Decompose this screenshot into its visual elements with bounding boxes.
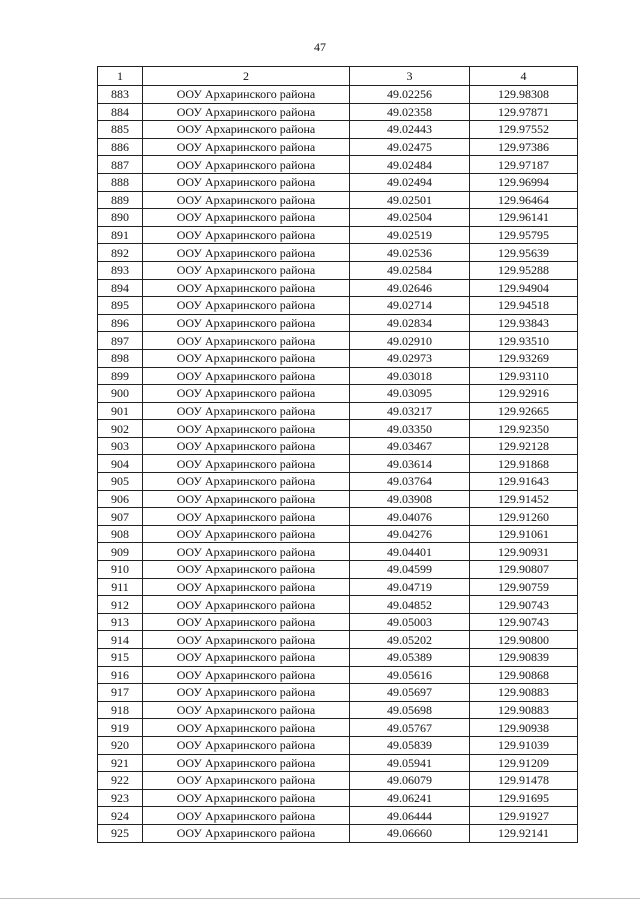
latitude-cell: 49.03908	[350, 490, 470, 508]
longitude-cell: 129.90868	[470, 666, 578, 684]
longitude-cell: 129.90743	[470, 596, 578, 614]
table-row	[98, 226, 578, 244]
longitude-cell: 129.92350	[470, 420, 578, 438]
row-number-cell: 895	[98, 297, 143, 315]
table-row	[98, 103, 578, 121]
zone-name-cell: ООУ Архаринского района	[143, 701, 350, 719]
zone-name-cell: ООУ Архаринского района	[143, 473, 350, 491]
row-number-cell: 902	[98, 420, 143, 438]
row-number-cell: 905	[98, 473, 143, 491]
table-body	[98, 86, 578, 843]
row-number-cell: 900	[98, 385, 143, 403]
latitude-cell: 49.03614	[350, 455, 470, 473]
page-number: 47	[314, 40, 326, 54]
latitude-cell: 49.05697	[350, 684, 470, 702]
zone-name-cell: ООУ Архаринского района	[143, 86, 350, 104]
zone-name-cell: ООУ Архаринского района	[143, 631, 350, 649]
table-row	[98, 420, 578, 438]
zone-name-cell: ООУ Архаринского района	[143, 736, 350, 754]
row-number-cell: 904	[98, 455, 143, 473]
zone-name-cell: ООУ Архаринского района	[143, 578, 350, 596]
row-number-cell: 911	[98, 578, 143, 596]
table-row	[98, 596, 578, 614]
longitude-cell: 129.90931	[470, 543, 578, 561]
zone-name-cell: ООУ Архаринского района	[143, 525, 350, 543]
table-row	[98, 649, 578, 667]
zone-name-cell: ООУ Архаринского района	[143, 367, 350, 385]
latitude-cell: 49.03467	[350, 437, 470, 455]
table-row	[98, 437, 578, 455]
row-number-cell: 907	[98, 508, 143, 526]
coordinates-table	[97, 66, 578, 843]
longitude-cell: 129.97386	[470, 138, 578, 156]
row-number-cell: 901	[98, 402, 143, 420]
column-header-4: 4	[470, 67, 578, 86]
table-row	[98, 508, 578, 526]
zone-name-cell: ООУ Архаринского района	[143, 807, 350, 825]
longitude-cell: 129.92141	[470, 824, 578, 842]
longitude-cell: 129.90883	[470, 684, 578, 702]
zone-name-cell: ООУ Архаринского района	[143, 613, 350, 631]
latitude-cell: 49.05616	[350, 666, 470, 684]
row-number-cell: 916	[98, 666, 143, 684]
longitude-cell: 129.91061	[470, 525, 578, 543]
latitude-cell: 49.03018	[350, 367, 470, 385]
row-number-cell: 906	[98, 490, 143, 508]
row-number-cell: 918	[98, 701, 143, 719]
zone-name-cell: ООУ Архаринского района	[143, 719, 350, 737]
zone-name-cell: ООУ Архаринского района	[143, 402, 350, 420]
zone-name-cell: ООУ Архаринского района	[143, 314, 350, 332]
longitude-cell: 129.90807	[470, 561, 578, 579]
table-row	[98, 455, 578, 473]
column-header-2: 2	[143, 67, 350, 86]
zone-name-cell: ООУ Архаринского района	[143, 789, 350, 807]
table-row	[98, 578, 578, 596]
row-number-cell: 883	[98, 86, 143, 104]
latitude-cell: 49.02584	[350, 261, 470, 279]
table-row	[98, 807, 578, 825]
latitude-cell: 49.02536	[350, 244, 470, 262]
longitude-cell: 129.94904	[470, 279, 578, 297]
zone-name-cell: ООУ Архаринского района	[143, 121, 350, 139]
zone-name-cell: ООУ Архаринского района	[143, 279, 350, 297]
zone-name-cell: ООУ Архаринского района	[143, 226, 350, 244]
table-row	[98, 736, 578, 754]
longitude-cell: 129.91868	[470, 455, 578, 473]
longitude-cell: 129.93510	[470, 332, 578, 350]
page-bottom-edge	[0, 898, 640, 899]
longitude-cell: 129.95795	[470, 226, 578, 244]
longitude-cell: 129.96141	[470, 209, 578, 227]
table-row	[98, 701, 578, 719]
zone-name-cell: ООУ Архаринского района	[143, 138, 350, 156]
column-header-1: 1	[98, 67, 143, 86]
latitude-cell: 49.05003	[350, 613, 470, 631]
table-row	[98, 86, 578, 104]
zone-name-cell: ООУ Архаринского района	[143, 261, 350, 279]
table-row	[98, 173, 578, 191]
row-number-cell: 898	[98, 349, 143, 367]
row-number-cell: 908	[98, 525, 143, 543]
table-row	[98, 613, 578, 631]
latitude-cell: 49.02475	[350, 138, 470, 156]
table-row	[98, 543, 578, 561]
longitude-cell: 129.97871	[470, 103, 578, 121]
table-row	[98, 261, 578, 279]
latitude-cell: 49.03095	[350, 385, 470, 403]
table-row	[98, 824, 578, 842]
zone-name-cell: ООУ Архаринского района	[143, 103, 350, 121]
row-number-cell: 910	[98, 561, 143, 579]
table-row	[98, 684, 578, 702]
table-row	[98, 789, 578, 807]
row-number-cell: 887	[98, 156, 143, 174]
row-number-cell: 888	[98, 173, 143, 191]
zone-name-cell: ООУ Архаринского района	[143, 332, 350, 350]
row-number-cell: 889	[98, 191, 143, 209]
longitude-cell: 129.96464	[470, 191, 578, 209]
zone-name-cell: ООУ Архаринского района	[143, 173, 350, 191]
table-row	[98, 297, 578, 315]
zone-name-cell: ООУ Архаринского района	[143, 543, 350, 561]
row-number-cell: 886	[98, 138, 143, 156]
table-row	[98, 367, 578, 385]
row-number-cell: 890	[98, 209, 143, 227]
longitude-cell: 129.90800	[470, 631, 578, 649]
latitude-cell: 49.05767	[350, 719, 470, 737]
latitude-cell: 49.04276	[350, 525, 470, 543]
latitude-cell: 49.04076	[350, 508, 470, 526]
latitude-cell: 49.04719	[350, 578, 470, 596]
table-row	[98, 349, 578, 367]
row-number-cell: 912	[98, 596, 143, 614]
table-row	[98, 631, 578, 649]
row-number-cell: 896	[98, 314, 143, 332]
longitude-cell: 129.93269	[470, 349, 578, 367]
zone-name-cell: ООУ Архаринского района	[143, 244, 350, 262]
latitude-cell: 49.02910	[350, 332, 470, 350]
longitude-cell: 129.91478	[470, 772, 578, 790]
latitude-cell: 49.02256	[350, 86, 470, 104]
row-number-cell: 884	[98, 103, 143, 121]
longitude-cell: 129.98308	[470, 86, 578, 104]
longitude-cell: 129.97552	[470, 121, 578, 139]
zone-name-cell: ООУ Архаринского района	[143, 420, 350, 438]
longitude-cell: 129.91643	[470, 473, 578, 491]
longitude-cell: 129.97187	[470, 156, 578, 174]
latitude-cell: 49.05389	[350, 649, 470, 667]
table-row	[98, 666, 578, 684]
row-number-cell: 917	[98, 684, 143, 702]
column-header-3: 3	[350, 67, 470, 86]
longitude-cell: 129.93843	[470, 314, 578, 332]
zone-name-cell: ООУ Архаринского района	[143, 156, 350, 174]
table-row	[98, 490, 578, 508]
zone-name-cell: ООУ Архаринского района	[143, 209, 350, 227]
longitude-cell: 129.94518	[470, 297, 578, 315]
zone-name-cell: ООУ Архаринского района	[143, 385, 350, 403]
longitude-cell: 129.95639	[470, 244, 578, 262]
longitude-cell: 129.90938	[470, 719, 578, 737]
row-number-cell: 892	[98, 244, 143, 262]
longitude-cell: 129.95288	[470, 261, 578, 279]
longitude-cell: 129.92916	[470, 385, 578, 403]
row-number-cell: 885	[98, 121, 143, 139]
latitude-cell: 49.02646	[350, 279, 470, 297]
latitude-cell: 49.02834	[350, 314, 470, 332]
table-row	[98, 156, 578, 174]
row-number-cell: 894	[98, 279, 143, 297]
table-row	[98, 719, 578, 737]
table-row	[98, 402, 578, 420]
row-number-cell: 909	[98, 543, 143, 561]
latitude-cell: 49.03764	[350, 473, 470, 491]
longitude-cell: 129.91927	[470, 807, 578, 825]
latitude-cell: 49.04852	[350, 596, 470, 614]
longitude-cell: 129.91695	[470, 789, 578, 807]
row-number-cell: 925	[98, 824, 143, 842]
zone-name-cell: ООУ Архаринского района	[143, 455, 350, 473]
table-row	[98, 191, 578, 209]
latitude-cell: 49.05698	[350, 701, 470, 719]
table-row	[98, 244, 578, 262]
table-row	[98, 754, 578, 772]
table-row	[98, 138, 578, 156]
zone-name-cell: ООУ Архаринского района	[143, 666, 350, 684]
table-header-row	[98, 67, 578, 86]
longitude-cell: 129.91260	[470, 508, 578, 526]
longitude-cell: 129.90759	[470, 578, 578, 596]
longitude-cell: 129.96994	[470, 173, 578, 191]
latitude-cell: 49.04401	[350, 543, 470, 561]
latitude-cell: 49.02358	[350, 103, 470, 121]
table-row	[98, 279, 578, 297]
table-row	[98, 385, 578, 403]
zone-name-cell: ООУ Архаринского района	[143, 561, 350, 579]
latitude-cell: 49.02484	[350, 156, 470, 174]
longitude-cell: 129.91209	[470, 754, 578, 772]
row-number-cell: 891	[98, 226, 143, 244]
row-number-cell: 921	[98, 754, 143, 772]
longitude-cell: 129.92128	[470, 437, 578, 455]
table-row	[98, 121, 578, 139]
zone-name-cell: ООУ Архаринского района	[143, 191, 350, 209]
longitude-cell: 129.91452	[470, 490, 578, 508]
latitude-cell: 49.02494	[350, 173, 470, 191]
row-number-cell: 914	[98, 631, 143, 649]
longitude-cell: 129.93110	[470, 367, 578, 385]
row-number-cell: 924	[98, 807, 143, 825]
row-number-cell: 913	[98, 613, 143, 631]
longitude-cell: 129.92665	[470, 402, 578, 420]
row-number-cell: 903	[98, 437, 143, 455]
latitude-cell: 49.06241	[350, 789, 470, 807]
zone-name-cell: ООУ Архаринского района	[143, 754, 350, 772]
zone-name-cell: ООУ Архаринского района	[143, 297, 350, 315]
zone-name-cell: ООУ Архаринского района	[143, 772, 350, 790]
zone-name-cell: ООУ Архаринского района	[143, 596, 350, 614]
latitude-cell: 49.02714	[350, 297, 470, 315]
longitude-cell: 129.91039	[470, 736, 578, 754]
row-number-cell: 915	[98, 649, 143, 667]
zone-name-cell: ООУ Архаринского района	[143, 437, 350, 455]
row-number-cell: 919	[98, 719, 143, 737]
latitude-cell: 49.03350	[350, 420, 470, 438]
latitude-cell: 49.02519	[350, 226, 470, 244]
row-number-cell: 899	[98, 367, 143, 385]
table-row	[98, 473, 578, 491]
longitude-cell: 129.90839	[470, 649, 578, 667]
latitude-cell: 49.02973	[350, 349, 470, 367]
zone-name-cell: ООУ Архаринского района	[143, 508, 350, 526]
latitude-cell: 49.05941	[350, 754, 470, 772]
latitude-cell: 49.06079	[350, 772, 470, 790]
row-number-cell: 897	[98, 332, 143, 350]
zone-name-cell: ООУ Архаринского района	[143, 490, 350, 508]
row-number-cell: 920	[98, 736, 143, 754]
table-row	[98, 525, 578, 543]
latitude-cell: 49.02501	[350, 191, 470, 209]
table-row	[98, 332, 578, 350]
table-row	[98, 314, 578, 332]
latitude-cell: 49.06444	[350, 807, 470, 825]
latitude-cell: 49.02443	[350, 121, 470, 139]
latitude-cell: 49.02504	[350, 209, 470, 227]
row-number-cell: 923	[98, 789, 143, 807]
latitude-cell: 49.06660	[350, 824, 470, 842]
zone-name-cell: ООУ Архаринского района	[143, 684, 350, 702]
latitude-cell: 49.05839	[350, 736, 470, 754]
longitude-cell: 129.90883	[470, 701, 578, 719]
longitude-cell: 129.90743	[470, 613, 578, 631]
table-row	[98, 209, 578, 227]
latitude-cell: 49.04599	[350, 561, 470, 579]
zone-name-cell: ООУ Архаринского района	[143, 349, 350, 367]
zone-name-cell: ООУ Архаринского района	[143, 649, 350, 667]
table-row	[98, 772, 578, 790]
table-row	[98, 561, 578, 579]
row-number-cell: 893	[98, 261, 143, 279]
latitude-cell: 49.05202	[350, 631, 470, 649]
zone-name-cell: ООУ Архаринского района	[143, 824, 350, 842]
row-number-cell: 922	[98, 772, 143, 790]
latitude-cell: 49.03217	[350, 402, 470, 420]
